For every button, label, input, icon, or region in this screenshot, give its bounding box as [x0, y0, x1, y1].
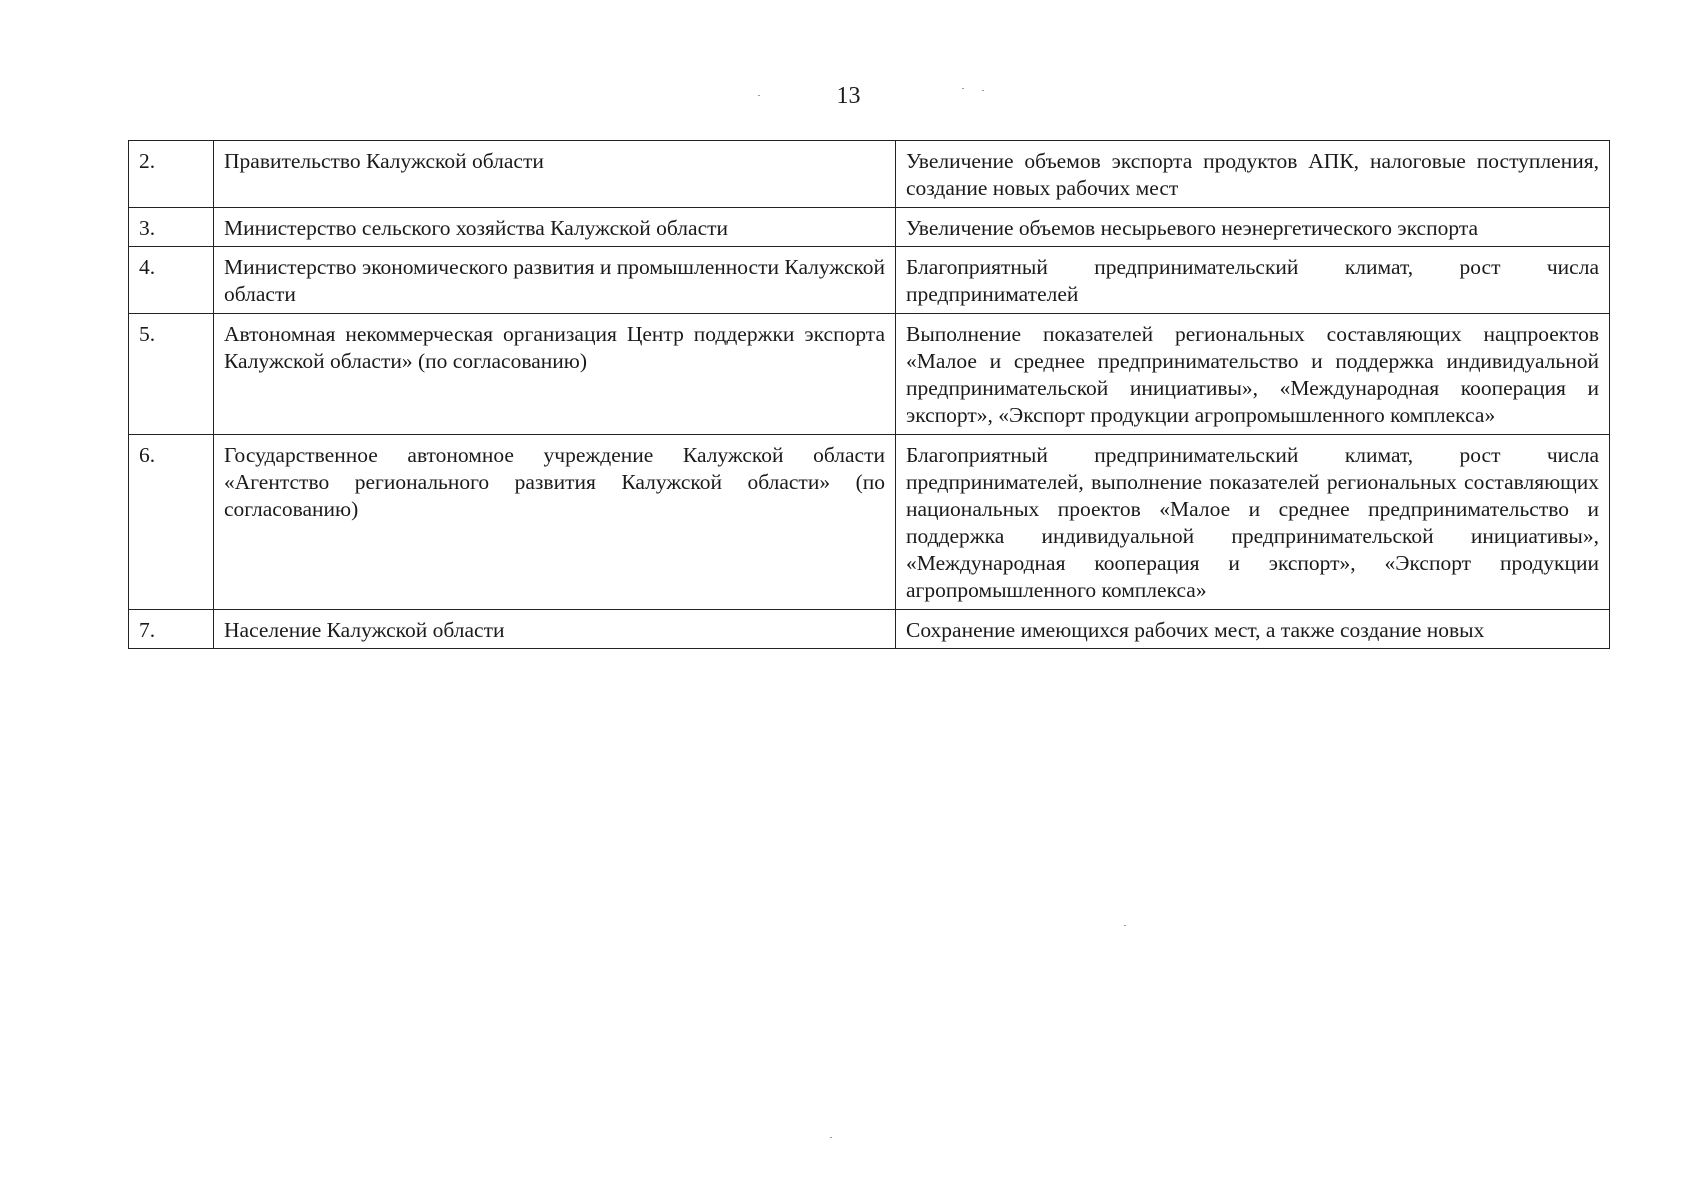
participant-cell: Государственное автономное учреждение Калужской области «Агентство регионального развития Калужской области» (по согласованию)	[214, 435, 896, 610]
table-row	[129, 208, 1610, 247]
row-number: 5.	[129, 314, 214, 435]
row-number: 7.	[129, 610, 214, 649]
participant-cell: Министерство сельского хозяйства Калужской области	[214, 208, 896, 247]
document-table	[128, 140, 1610, 649]
participant-cell: Правительство Калужской области	[214, 141, 896, 208]
participant-cell: Автономная некоммерческая организация Центр поддержки экспорта Калужской области» (по согласованию)	[214, 314, 896, 435]
table-row	[129, 610, 1610, 649]
row-number: 3.	[129, 208, 214, 247]
result-cell: Увеличение объемов экспорта продуктов АПК, налоговые поступления, создание новых рабочих мест	[896, 141, 1610, 208]
result-cell: Благоприятный предпринимательский климат, рост числа предпринимателей	[896, 247, 1610, 314]
scan-speck	[962, 88, 964, 89]
row-number: 4.	[129, 247, 214, 314]
table-row	[129, 141, 1610, 208]
table-row	[129, 435, 1610, 610]
result-cell: Сохранение имеющихся рабочих мест, а также создание новых	[896, 610, 1610, 649]
scan-speck	[758, 95, 760, 96]
scan-speck	[1124, 925, 1126, 926]
row-number: 6.	[129, 435, 214, 610]
page-number: 13	[836, 83, 861, 109]
scan-speck	[982, 90, 984, 91]
result-cell: Благоприятный предпринимательский климат, рост числа предпринимателей, выполнение показателей региональных составляющих национальных проектов «Малое и среднее предпринимательство и поддержка индивидуальной предпринимательской инициативы», «Международная кооперация и экспорт», «Экспорт продукции агропромышленного комплекса»	[896, 435, 1610, 610]
row-number: 2.	[129, 141, 214, 208]
scan-speck	[830, 1137, 832, 1138]
result-cell: Увеличение объемов несырьевого неэнергетического экспорта	[896, 208, 1610, 247]
participant-cell: Министерство экономического развития и промышленности Калужской области	[214, 247, 896, 314]
participant-cell: Население Калужской области	[214, 610, 896, 649]
table-row	[129, 314, 1610, 435]
result-cell: Выполнение показателей региональных составляющих нацпроектов «Малое и среднее предпринимательство и поддержка индивидуальной предпринимательской инициативы», «Международная кооперация и экспорт», «Экспорт продукции агропромышленного комплекса»	[896, 314, 1610, 435]
table-row	[129, 247, 1610, 314]
